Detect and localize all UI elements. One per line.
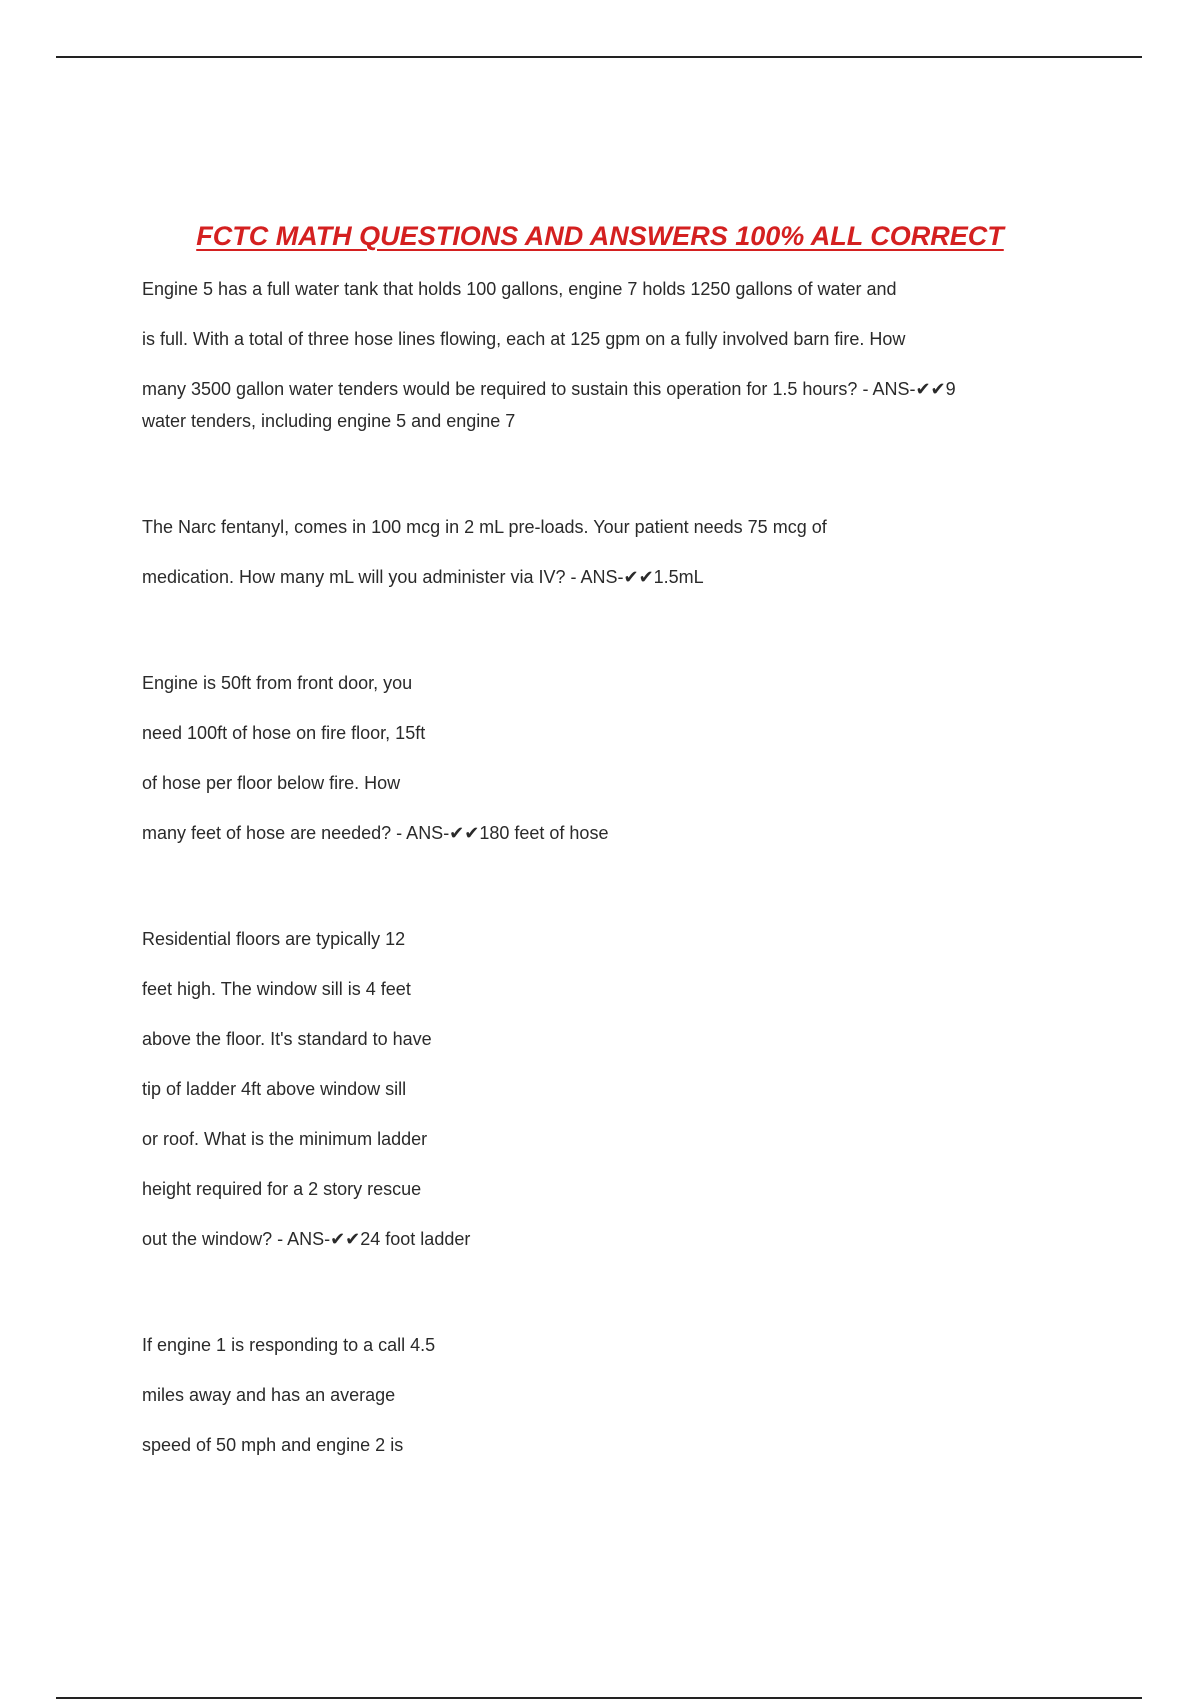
- question-2-line-1: The Narc fentanyl, comes in 100 mcg in 2 mL pre-loads. Your patient needs 75 mcg of: [142, 517, 827, 537]
- question-3-line-2: need 100ft of hose on fire floor, 15ft: [142, 723, 426, 743]
- question-block-2: [142, 516, 1082, 588]
- question-3-line-4: many feet of hose are needed? - ANS-✔✔180 feet of hose: [142, 823, 609, 843]
- question-1-line-3: many 3500 gallon water tenders would be required to sustain this operation for 1.5 hours? - ANS-✔✔9: [142, 379, 956, 399]
- question-1-line-2: is full. With a total of three hose lines flowing, each at 125 gpm on a fully involved barn fire. How: [142, 329, 906, 349]
- question-4-line-7: out the window? - ANS-✔✔24 foot ladder: [142, 1229, 471, 1249]
- question-3-line-1: Engine is 50ft from front door, you: [142, 673, 413, 693]
- question-4-line-2: feet high. The window sill is 4 feet: [142, 979, 411, 999]
- question-2-line-2: medication. How many mL will you administer via IV? - ANS-✔✔1.5mL: [142, 567, 704, 587]
- question-4-line-1: Residential floors are typically 12: [142, 929, 406, 949]
- question-5-line-3: speed of 50 mph and engine 2 is: [142, 1435, 404, 1455]
- question-4-line-3: above the floor. It's standard to have: [142, 1029, 432, 1049]
- question-5-line-1: If engine 1 is responding to a call 4.5: [142, 1335, 436, 1355]
- document-body: [142, 278, 1082, 1504]
- question-1-line-1: Engine 5 has a full water tank that holds 100 gallons, engine 7 holds 1250 gallons of water and: [142, 279, 897, 299]
- footer-rule: [56, 1697, 1142, 1699]
- question-3-line-3: of hose per floor below fire. How: [142, 773, 401, 793]
- question-4-line-6: height required for a 2 story rescue: [142, 1179, 422, 1199]
- question-5-line-2: miles away and has an average: [142, 1385, 396, 1405]
- question-block-1: [142, 278, 1082, 432]
- question-block-4: [142, 928, 1082, 1250]
- question-4-line-5: or roof. What is the minimum ladder: [142, 1129, 428, 1149]
- document-title: FCTC MATH QUESTIONS AND ANSWERS 100% ALL CORRECT: [196, 221, 1004, 251]
- header-rule: [56, 56, 1142, 58]
- question-1-line-4: water tenders, including engine 5 and engine 7: [142, 411, 516, 431]
- question-4-line-4: tip of ladder 4ft above window sill: [142, 1079, 407, 1099]
- question-block-5: [142, 1334, 1082, 1456]
- question-block-3: [142, 672, 1082, 844]
